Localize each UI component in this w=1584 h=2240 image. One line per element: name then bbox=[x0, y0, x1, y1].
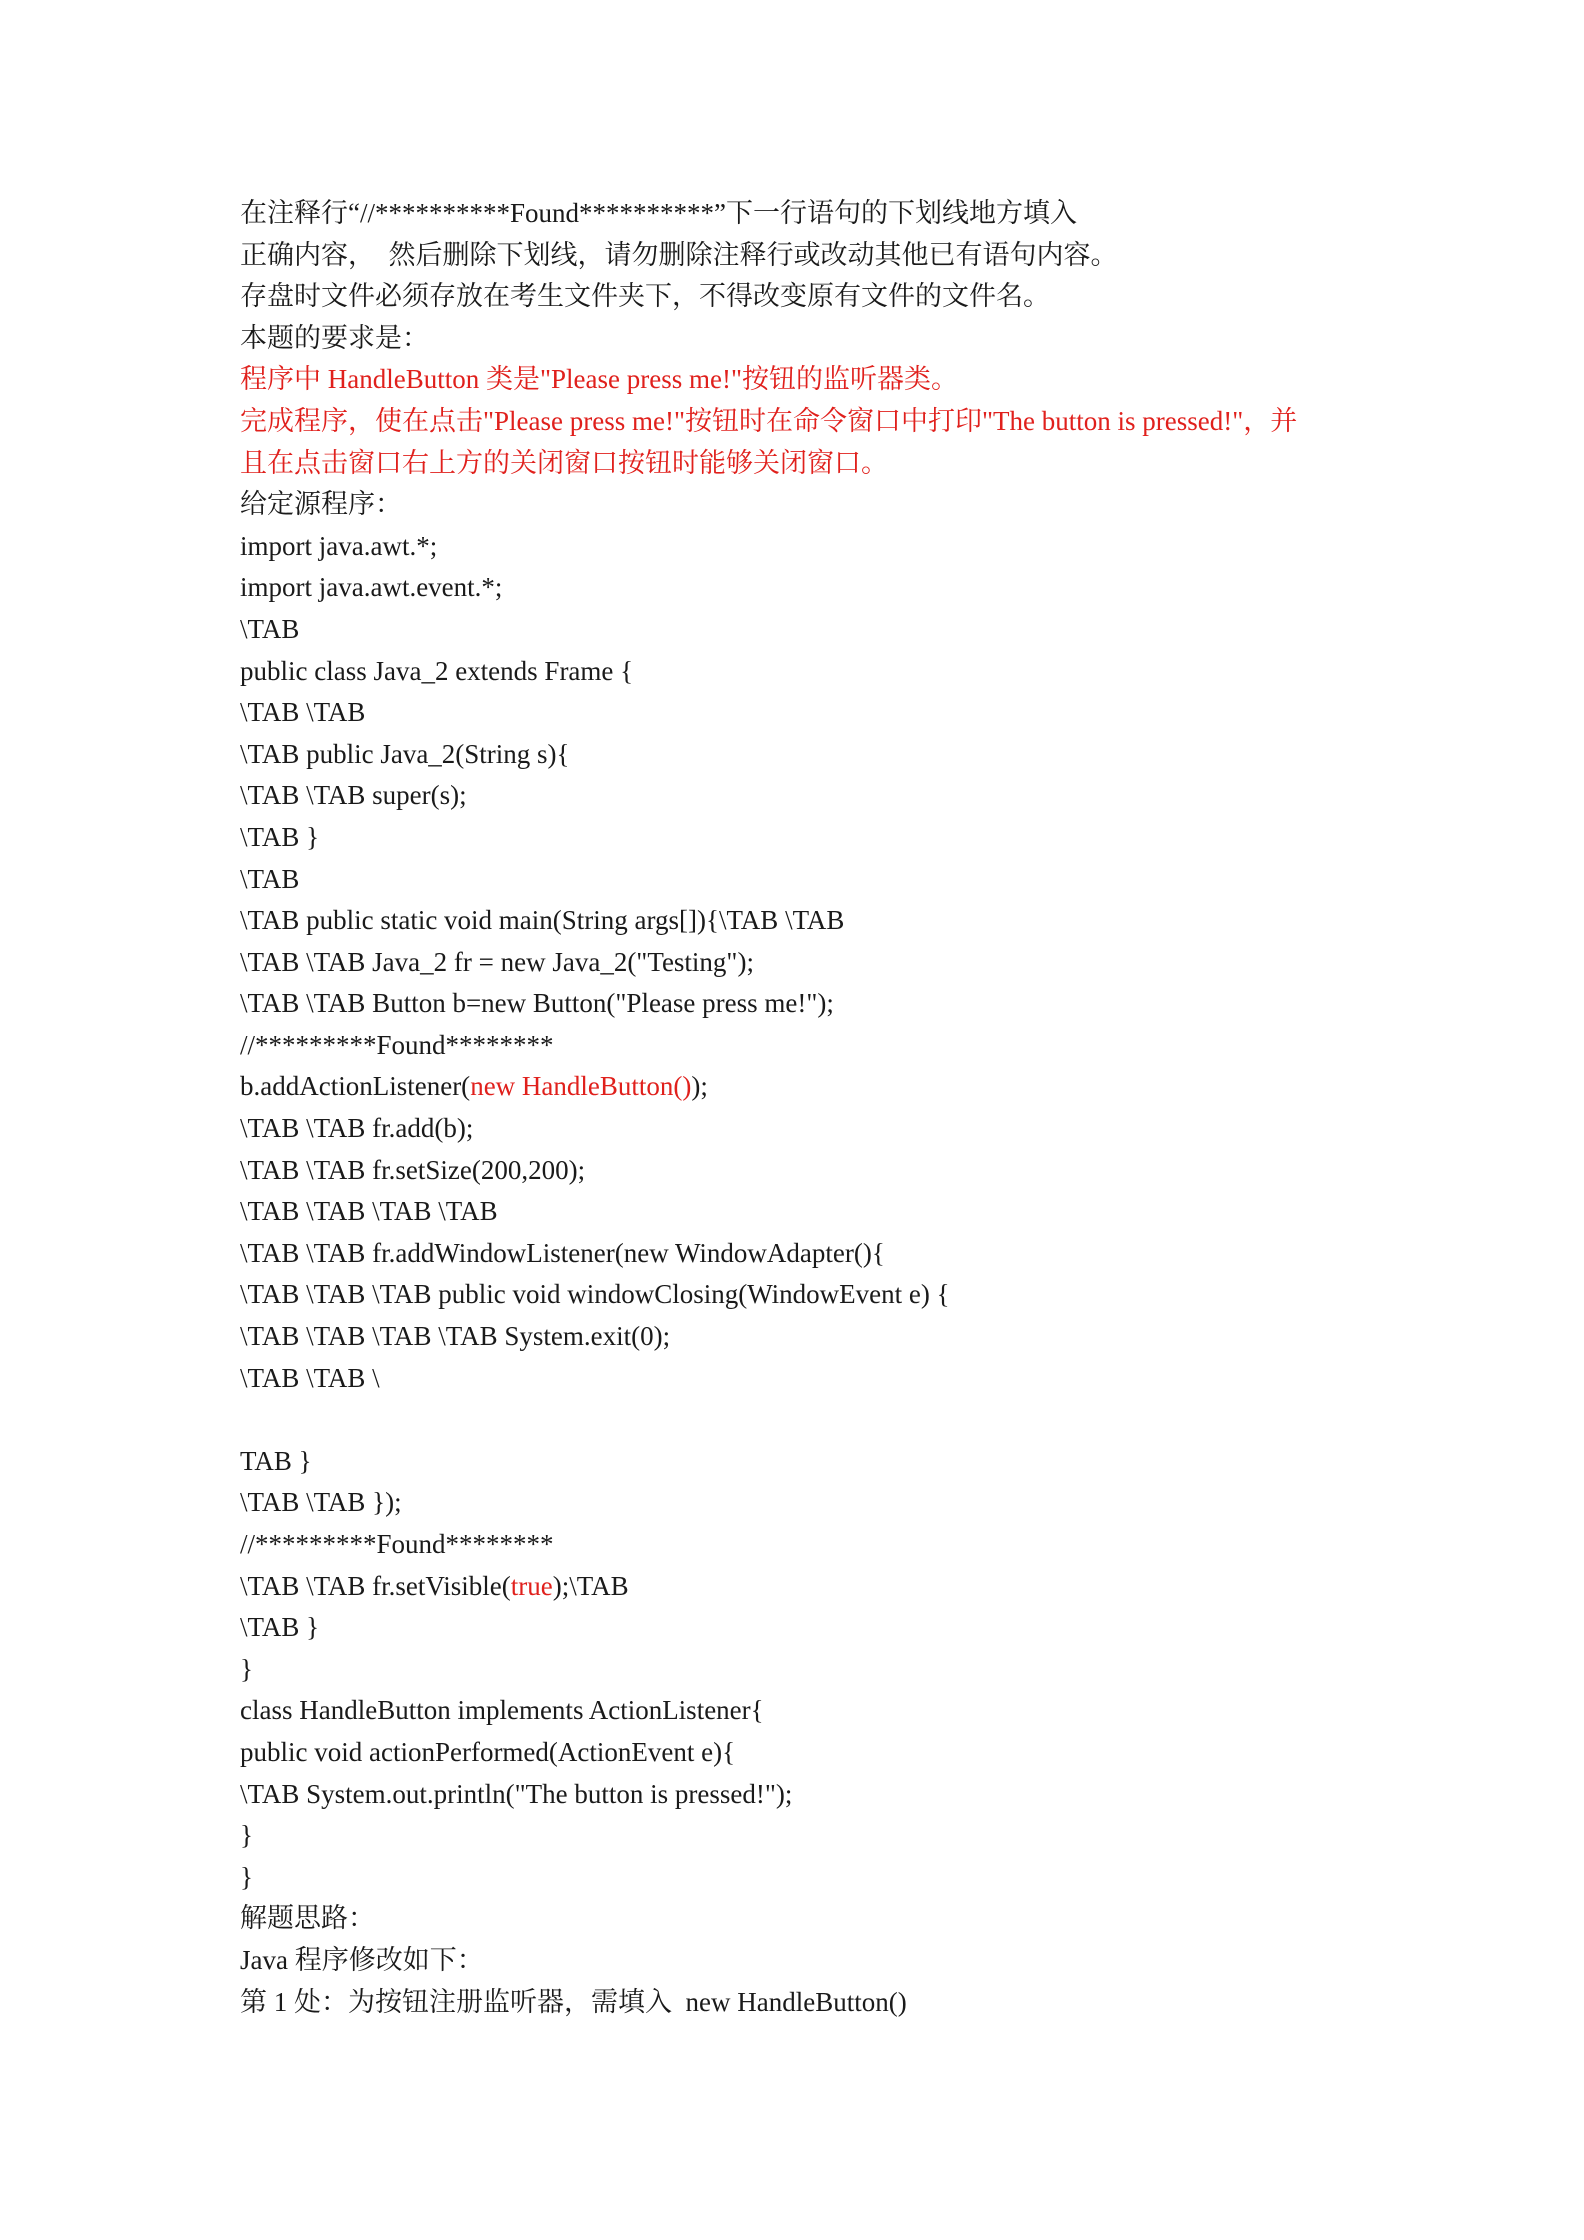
code-line: TAB } bbox=[240, 1445, 312, 1476]
found-comment: //*********Found******** bbox=[240, 1029, 554, 1060]
blank-line bbox=[240, 1399, 1400, 1441]
requirement-line: 程序中 HandleButton 类是"Please press me!"按钮的监听器类。 bbox=[240, 364, 958, 395]
code-line: \TAB public static void main(String args[]){\TAB \TAB bbox=[240, 905, 845, 936]
code-line: \TAB } bbox=[240, 1612, 320, 1643]
code-segment: \TAB \TAB fr.setVisible( bbox=[240, 1570, 511, 1601]
source-heading: 给定源程序： bbox=[240, 489, 402, 520]
solution-step: 第 1 处：为按钮注册监听器，需填入 new HandleButton() bbox=[240, 1986, 907, 2017]
found-comment: //*********Found******** bbox=[240, 1529, 554, 1559]
code-line: \TAB System.out.println("The button is pressed!"); bbox=[240, 1778, 793, 1809]
code-line: } bbox=[240, 1820, 253, 1851]
instruction-line: 在注释行“//**********Found**********”下一行语句的下划线地方填入 bbox=[240, 198, 1077, 228]
code-line: \TAB \TAB \TAB \TAB System.exit(0); bbox=[240, 1321, 671, 1352]
code-line: \TAB \TAB \ bbox=[240, 1362, 380, 1393]
code-line: } bbox=[240, 1653, 253, 1684]
code-line: } bbox=[240, 1861, 253, 1892]
answer-highlight: new HandleButton() bbox=[470, 1071, 692, 1102]
code-line: \TAB \TAB super(s); bbox=[240, 780, 467, 811]
instruction-line: 正确内容， 然后删除下划线，请勿删除注释行或改动其他已有语句内容。 bbox=[240, 239, 1118, 270]
code-segment: ); bbox=[691, 1071, 708, 1102]
code-segment: );\TAB bbox=[552, 1570, 629, 1601]
code-line: \TAB \TAB fr.setSize(200,200); bbox=[240, 1154, 586, 1185]
solution-heading: 解题思路： bbox=[240, 1903, 375, 1934]
code-line: \TAB \TAB \TAB public void windowClosing(WindowEvent e) { bbox=[240, 1279, 950, 1310]
code-line: \TAB bbox=[240, 613, 300, 644]
code-line: \TAB \TAB Button b=new Button("Please press me!"); bbox=[240, 988, 834, 1019]
code-line: import java.awt.event.*; bbox=[240, 572, 503, 603]
code-line: \TAB \TAB bbox=[240, 697, 366, 728]
code-line: \TAB public Java_2(String s){ bbox=[240, 738, 570, 769]
code-line: import java.awt.*; bbox=[240, 530, 438, 561]
code-line: \TAB bbox=[240, 863, 300, 894]
requirements-heading: 本题的要求是： bbox=[240, 322, 429, 353]
code-line: public class Java_2 extends Frame { bbox=[240, 655, 634, 686]
answer-highlight: true bbox=[510, 1570, 553, 1601]
document-body bbox=[240, 193, 1400, 2023]
code-line: \TAB \TAB }); bbox=[240, 1487, 402, 1518]
code-line: public void actionPerformed(ActionEvent e){ bbox=[240, 1736, 736, 1767]
instruction-line: 存盘时文件必须存放在考生文件夹下，不得改变原有文件的文件名。 bbox=[240, 281, 1050, 312]
requirement-line: 且在点击窗口右上方的关闭窗口按钮时能够关闭窗口。 bbox=[240, 447, 888, 478]
code-segment: b.addActionListener( bbox=[240, 1071, 471, 1102]
solution-intro: Java 程序修改如下： bbox=[240, 1944, 484, 1975]
code-line-answer-1 bbox=[240, 1066, 1400, 1108]
code-line: \TAB \TAB Java_2 fr = new Java_2("Testing"); bbox=[240, 946, 754, 977]
code-line: class HandleButton implements ActionListener{ bbox=[240, 1695, 764, 1726]
code-line: \TAB \TAB fr.addWindowListener(new WindowAdapter(){ bbox=[240, 1237, 885, 1268]
code-line: \TAB } bbox=[240, 821, 320, 852]
code-line: \TAB \TAB \TAB \TAB bbox=[240, 1196, 498, 1227]
code-line-answer-2 bbox=[240, 1566, 1400, 1608]
code-line: \TAB \TAB fr.add(b); bbox=[240, 1113, 474, 1144]
requirement-line: 完成程序，使在点击"Please press me!"按钮时在命令窗口中打印"The button is pressed!"，并 bbox=[240, 405, 1298, 436]
